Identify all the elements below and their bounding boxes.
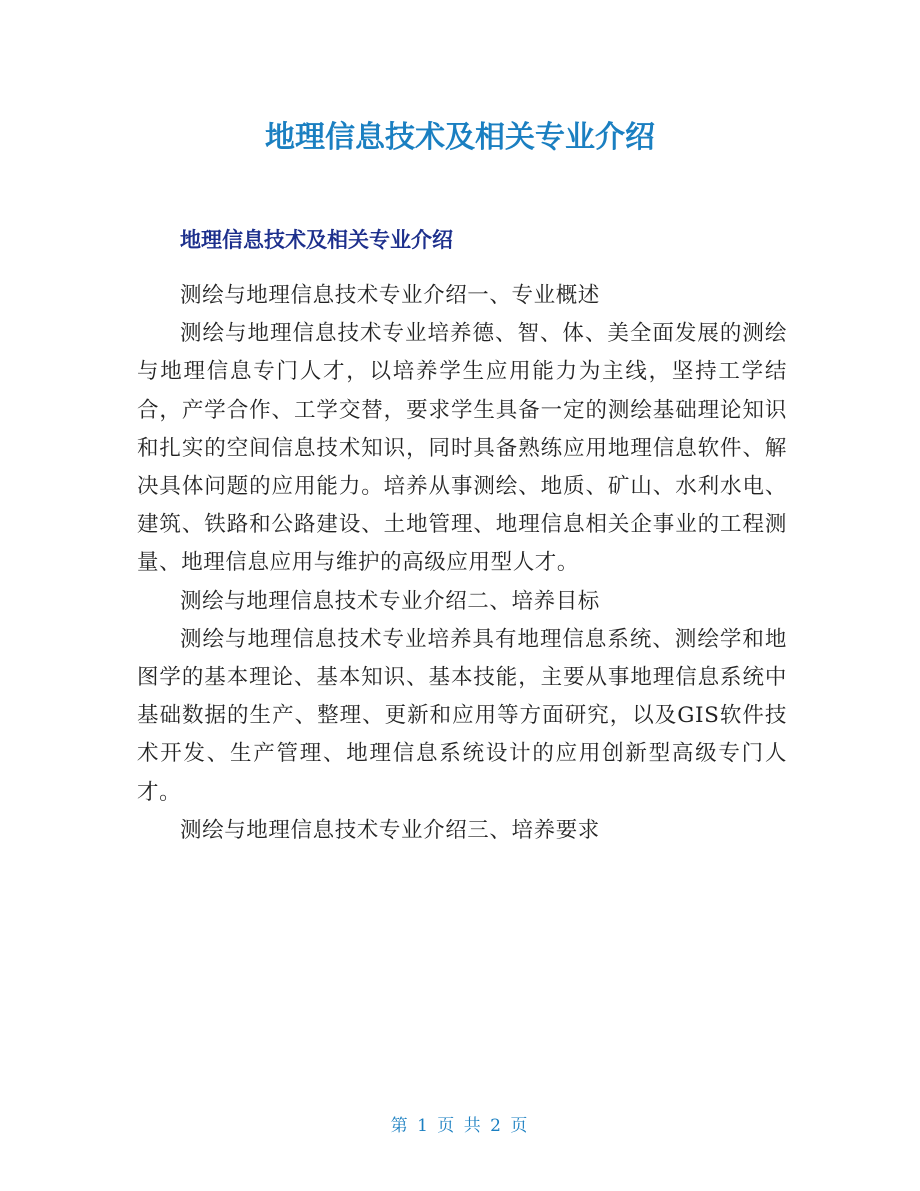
paragraph-overview: 测绘与地理信息技术专业培养德、智、体、美全面发展的测绘与地理信息专门人才，以培养学生应用能力为主线，坚持工学结合，产学合作、工学交替，要求学生具备一定的测绘基础理论知识和扎实的空间信息技术知识，同时具备熟练应用地理信息软件、解决具体问题的应用能力。培养从事测绘、地质、矿山、水利水电、建筑、铁路和公路建设、土地管理、地理信息相关企事业的工程测量、地理信息应用与维护的高级应用型人才。 xyxy=(137,321,787,576)
section-heading-overview: 测绘与地理信息技术专业介绍一、专业概述 xyxy=(180,283,600,308)
document-title: 地理信息技术及相关专业介绍 xyxy=(265,120,655,155)
page-number-footer: 第 1 页 共 2 页 xyxy=(390,1116,530,1136)
section-heading-requirements: 测绘与地理信息技术专业介绍三、培养要求 xyxy=(180,817,600,843)
section-heading-goals: 测绘与地理信息技术专业介绍二、培养目标 xyxy=(180,588,600,614)
document-subtitle: 地理信息技术及相关专业介绍 xyxy=(180,228,453,252)
paragraph-goals: 测绘与地理信息技术专业培养具有地理信息系统、测绘学和地图学的基本理论、基本知识、基本技能，主要从事地理信息系统中基础数据的生产、整理、更新和应用等方面研究，以及GIS软件技术开发、生产管理、地理信息系统设计的应用创新型高级专门人才。 xyxy=(137,626,787,805)
document-body xyxy=(137,277,787,850)
